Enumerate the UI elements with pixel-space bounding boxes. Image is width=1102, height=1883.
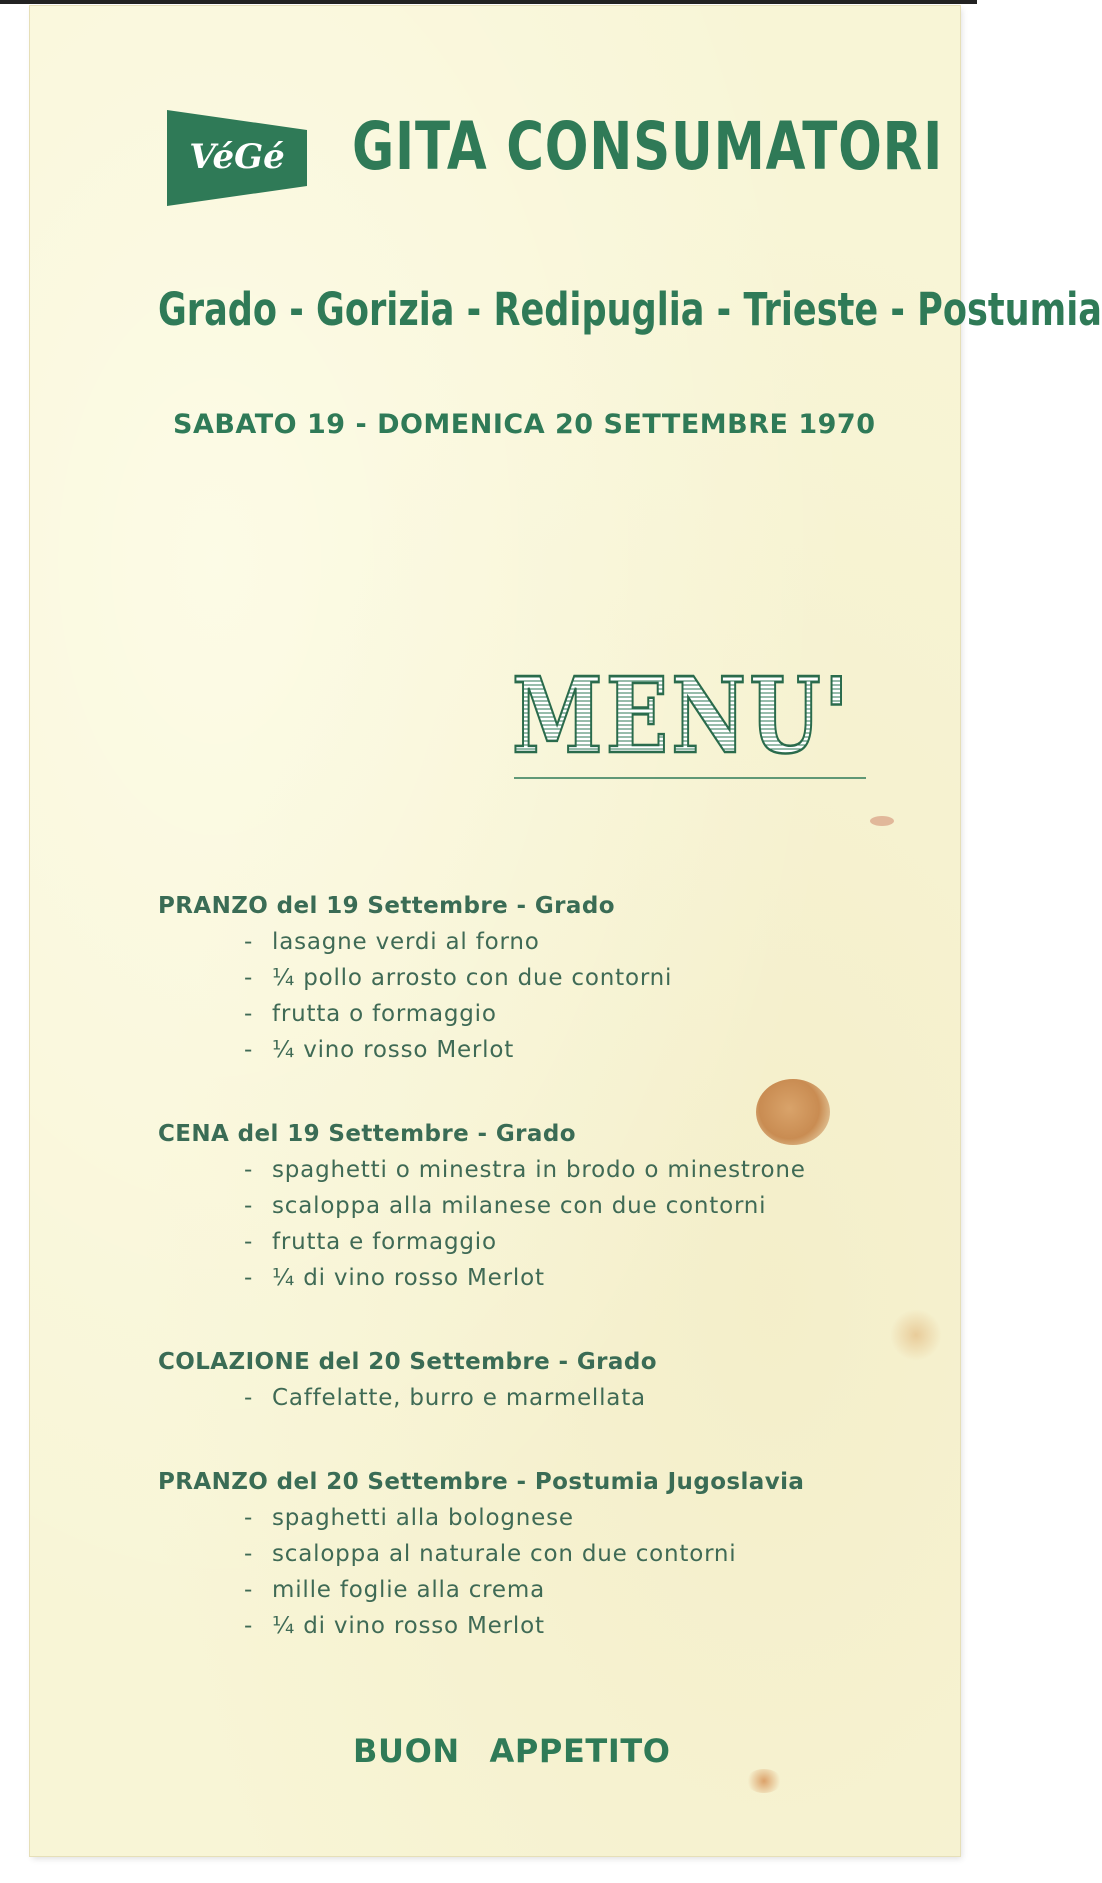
section-heading: PRANZO del 19 Settembre - Grado	[158, 893, 615, 919]
destinations-line: Grado - Gorizia - Redipuglia - Trieste - Postumia	[158, 283, 1102, 336]
section-heading: COLAZIONE del 20 Settembre - Grado	[158, 1349, 657, 1375]
stain-spot	[890, 1309, 942, 1361]
menu-heading	[510, 654, 870, 780]
page-title: GITA CONSUMATORI	[352, 108, 944, 185]
menu-section-cena-19	[158, 1116, 806, 1296]
stain-spot	[870, 816, 894, 826]
menu-item-list	[158, 924, 672, 1068]
top-edge-line	[0, 0, 977, 4]
event-date: SABATO 19 - DOMENICA 20 SETTEMBRE 1970	[173, 409, 876, 440]
menu-item-list	[158, 1380, 657, 1416]
logo-text: VéGé	[189, 137, 285, 177]
stain-spot	[746, 1769, 782, 1793]
menu-item: - ¼ vino rosso Merlot	[244, 1037, 515, 1063]
menu-item: - lasagne verdi al forno	[244, 929, 540, 955]
menu-item: - scaloppa al naturale con due contorni	[244, 1541, 737, 1567]
menu-item: - ¼ di vino rosso Merlot	[244, 1265, 545, 1291]
menu-item-list	[158, 1152, 806, 1296]
menu-item: - frutta o formaggio	[244, 1001, 497, 1027]
menu-section-pranzo-20	[158, 1464, 804, 1644]
menu-section-colazione-20	[158, 1344, 657, 1416]
section-heading: PRANZO del 20 Settembre - Postumia Jugoslavia	[158, 1469, 805, 1495]
section-heading: CENA del 19 Settembre - Grado	[158, 1121, 576, 1147]
menu-item: - ¼ pollo arrosto con due contorni	[244, 965, 673, 991]
menu-item: - ¼ di vino rosso Merlot	[244, 1613, 545, 1639]
menu-item: - spaghetti o minestra in brodo o minestrone	[244, 1157, 806, 1183]
menu-section-pranzo-19	[158, 888, 672, 1068]
closing-greeting: BUON APPETITO	[353, 1732, 671, 1770]
vege-logo	[167, 110, 307, 206]
menu-heading-text: MENU'	[512, 654, 852, 777]
menu-item: - mille foglie alla crema	[244, 1577, 545, 1603]
menu-item: - scaloppa alla milanese con due contorni	[244, 1193, 767, 1219]
menu-item-list	[158, 1500, 804, 1644]
menu-item: - frutta e formaggio	[244, 1229, 497, 1255]
menu-item: - spaghetti alla bolognese	[244, 1505, 574, 1531]
menu-item: - Caffelatte, burro e marmellata	[244, 1385, 646, 1411]
